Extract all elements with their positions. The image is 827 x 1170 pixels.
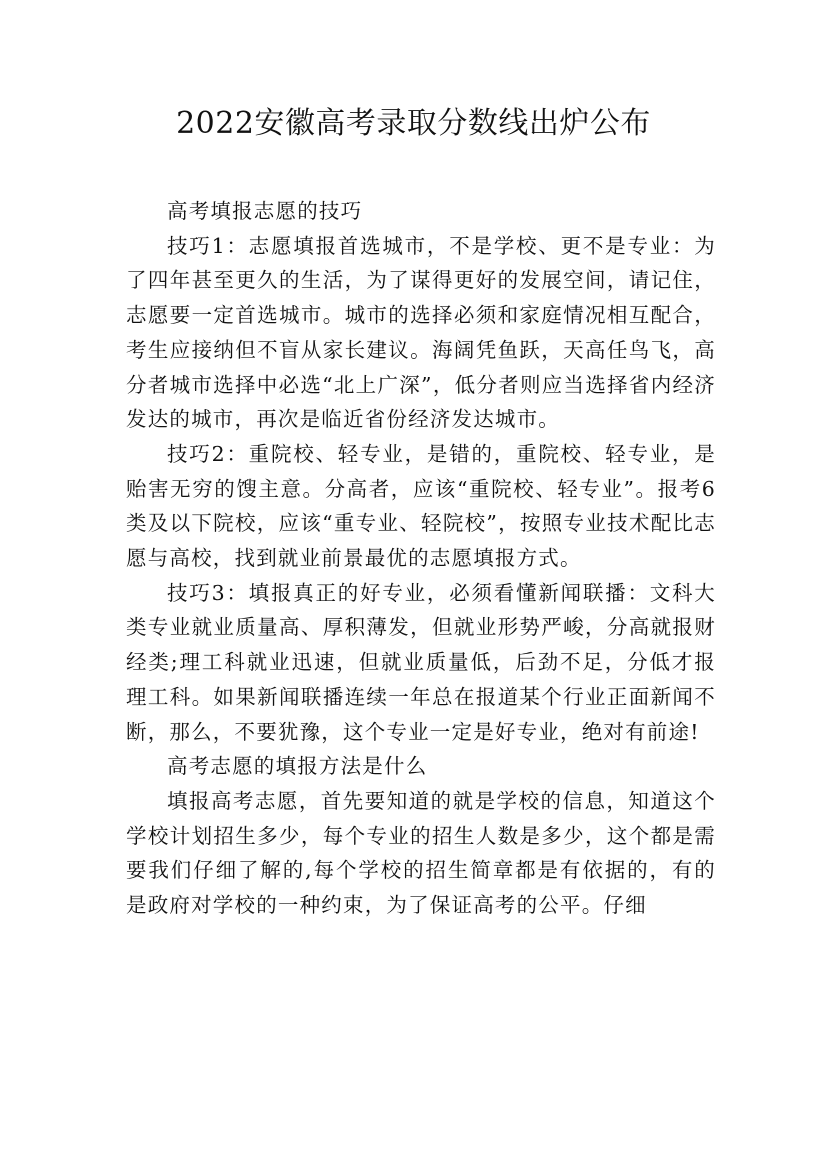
document-title: 2022安徽高考录取分数线出炉公布: [176, 106, 651, 141]
paragraph-method: 填报高考志愿，首先要知道的就是学校的信息，知道这个学校计划招生多少，每个专业的招生人数是多少，这个都是需要我们仔细了解的,每个学校的招生简章都是有依据的，有的是政府对学校的一种约束，为了保证高考的公平。仔细: [126, 788, 716, 918]
paragraph-tip-3: 技巧3：填报真正的好专业，必须看懂新闻联播：文科大类专业就业质量高、厚积薄发，但就业形势严峻，分高就报财经类;理工科就业迅速，但就业质量低，后劲不足，分低才报理工科。如果新闻联播连续一年总在报道某个行业正面新闻不断，那么，不要犹豫，这个专业一定是好专业，绝对有前途!: [126, 580, 716, 744]
document-body: [126, 194, 716, 923]
section-heading-method: 高考志愿的填报方法是什么: [167, 754, 428, 779]
paragraph-tip-1: 技巧1：志愿填报首选城市，不是学校、更不是专业：为了四年甚至更久的生活，为了谋得更好的发展空间，请记住，志愿要一定首选城市。城市的选择必须和家庭情况相互配合，考生应接纳但不盲从家长建议。海阔凭鱼跃，天高任鸟飞，高分者城市选择中必选“北上广深”，低分者则应当选择省内经济发达的城市，再次是临近省份经济发达城市。: [126, 233, 716, 432]
section-heading-tips: 高考填报志愿的技巧: [167, 199, 363, 223]
paragraph-tip-2: 技巧2：重院校、轻专业，是错的，重院校、轻专业，是贻害无穷的馊主意。分高者，应该“重院校、轻专业”。报考6类及以下院校，应该“重专业、轻院校”，按照专业技术配比志愿与高校，找到就业前景最优的志愿填报方式。: [126, 441, 716, 571]
